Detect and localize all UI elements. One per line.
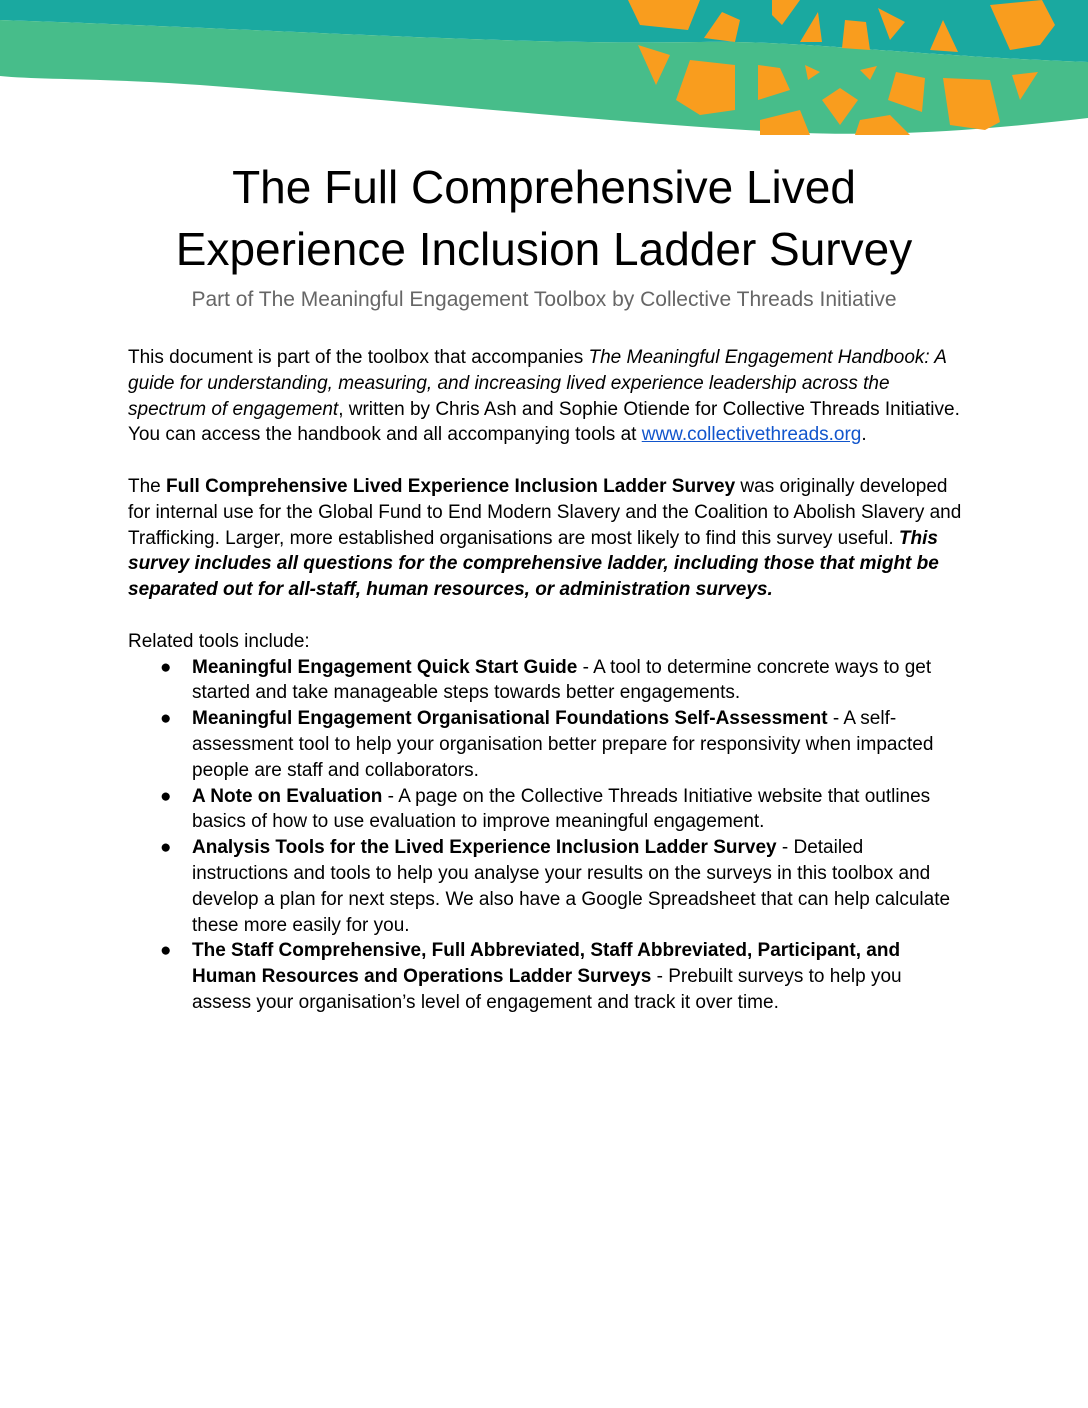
website-link[interactable]: www.collectivethreads.org — [641, 424, 862, 446]
text: , written by Chris Ash and Sophie Otiende for Collective Threads Initiative. You can access the handbook and all accompanying tools at — [128, 398, 960, 446]
text: This document is part of the toolbox that accompanies — [128, 347, 589, 368]
related-tools-label: Related tools include: — [128, 630, 310, 652]
survey-scope-note: This survey includes all questions for the comprehensive ladder, including those that might be separated out for all-staff, human resources, or administration surveys. — [128, 527, 939, 601]
tool-description: - A page on the Collective Threads Initiative website that outlines basics of how to use evaluation to improve meaningful engagement. — [192, 785, 931, 833]
text: . — [861, 424, 867, 446]
title-line-1: The Full Comprehensive Lived — [232, 161, 856, 213]
tool-name: Meaningful Engagement Quick Start Guide — [192, 656, 578, 678]
page-title — [0, 156, 1088, 280]
bullet-icon: ● — [160, 708, 172, 730]
list-item — [128, 835, 963, 938]
document-body — [128, 345, 963, 1016]
subtitle: Part of The Meaningful Engagement Toolbox by Collective Threads Initiative — [191, 288, 897, 311]
tool-description: - A self-assessment tool to help your organisation better prepare for responsivity when impacted people are staff and collaborators. — [192, 708, 934, 781]
text: The — [128, 475, 167, 497]
survey-name: Full Comprehensive Lived Experience Inclusion Ladder Survey — [166, 475, 736, 497]
tool-name: The Staff Comprehensive, Full Abbreviated, Staff Abbreviated, Participant, and Human Resources and Operations Ladder Surveys — [192, 940, 901, 988]
tool-description: - Detailed instructions and tools to help you analyse your results on the surveys in this toolbox and develop a plan for next steps. We also have a Google Spreadsheet that can help calculate these more easily for you. — [192, 837, 951, 936]
list-item — [128, 706, 963, 783]
handbook-title: The Meaningful Engagement Handbook: A guide for understanding, measuring, and increasing lived experience leadership across the spectrum of engagement — [128, 347, 947, 420]
related-tools-list — [128, 655, 963, 1016]
text: was originally developed for internal use for the Global Fund to End Modern Slavery and the Coalition to Abolish Slavery and Trafficking. Larger, more established organisations are most likely to find this survey useful. — [128, 475, 962, 549]
bullet-icon: ● — [160, 940, 172, 962]
tool-name: A Note on Evaluation — [192, 785, 383, 807]
tool-name: Meaningful Engagement Organisational Foundations Self-Assessment — [192, 708, 828, 730]
survey-description-paragraph — [128, 474, 963, 603]
tool-description: - Prebuilt surveys to help you assess your organisation’s level of engagement and track it over time. — [192, 966, 902, 1013]
tool-description: - A tool to determine concrete ways to get started and take manageable steps towards better engagements. — [192, 656, 932, 704]
list-item — [128, 655, 963, 707]
header-banner — [0, 0, 1088, 140]
tool-name: Analysis Tools for the Lived Experience Inclusion Ladder Survey — [192, 837, 777, 859]
bullet-icon: ● — [160, 785, 172, 807]
title-line-2: Experience Inclusion Ladder Survey — [175, 223, 913, 275]
bullet-icon: ● — [160, 837, 172, 859]
list-item — [128, 784, 963, 836]
list-item — [128, 938, 963, 1015]
bullet-icon: ● — [160, 656, 172, 678]
intro-paragraph — [128, 345, 963, 448]
